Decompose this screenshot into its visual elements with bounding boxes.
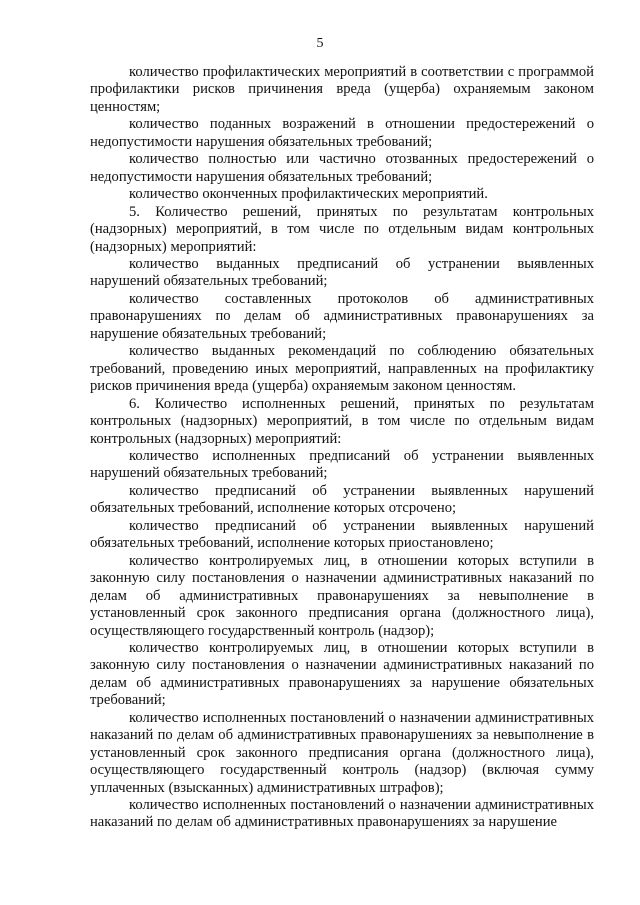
paragraph-6: количество выданных предписаний об устранении выявленных нарушений обязательных требований; [90,255,594,290]
paragraph-13: количество контролируемых лиц, в отношении которых вступили в законную силу постановления о назначении административных наказаний по делам об административных правонарушениях за невыполнение в установленный срок законного предписания органа (должностного лица), осуществляющего государственный контроль (надзор); [90,552,594,639]
paragraph-16: количество исполненных постановлений о назначении административных наказаний по делам об административных правонарушениях за нарушение [90,797,594,831]
page-number: 5 [316,36,324,51]
paragraph-2: количество поданных возражений в отношении предостережений о недопустимости нарушения обязательных требований; [90,116,594,150]
paragraph-11: количество предписаний об устранении выявленных нарушений обязательных требований, исполнение которых отсрочено; [90,482,594,517]
paragraph-5: 5. Количество решений, принятых по результатам контрольных (надзорных) мероприятий, в том числе по отдельным видам контрольных (надзорных) мероприятий: [90,203,594,255]
document-body [90,64,594,832]
paragraph-9: 6. Количество исполненных решений, принятых по результатам контрольных (надзорных) мероприятий, в том числе по отдельным видам контрольных (надзорных) мероприятий: [90,395,594,447]
paragraph-7: количество составленных протоколов об административных правонарушениях по делам об административных правонарушениях за нарушение обязательных требований; [90,290,594,342]
paragraph-14: количество контролируемых лиц, в отношении которых вступили в законную силу постановления о назначении административных наказаний по делам об административных правонарушениях за нарушение обязательных требований; [90,639,594,709]
paragraph-12: количество предписаний об устранении выявленных нарушений обязательных требований, исполнение которых приостановлено; [90,517,594,552]
paragraph-8: количество выданных рекомендаций по соблюдению обязательных требований, проведению иных мероприятий, направленных на профилактику рисков причинения вреда (ущерба) охраняемым законом ценностям. [90,343,594,395]
paragraph-1: количество профилактических мероприятий в соответствии с программой профилактики рисков причинения вреда (ущерба) охраняемым законом ценностям; [90,64,594,115]
paragraph-3: количество полностью или частично отозванных предостережений о недопустимости нарушения обязательных требований; [90,151,594,185]
paragraph-4: количество оконченных профилактических мероприятий. [129,186,488,203]
paragraph-15: количество исполненных постановлений о назначении административных наказаний по делам об административных правонарушениях за невыполнение в установленный срок законного предписания органа (должностного лица), осуществляющего государственный контроль (надзор) (включая сумму уплаченных (взысканных) административных штрафов); [90,709,594,796]
paragraph-10: количество исполненных предписаний об устранении выявленных нарушений обязательных требований; [90,447,594,482]
